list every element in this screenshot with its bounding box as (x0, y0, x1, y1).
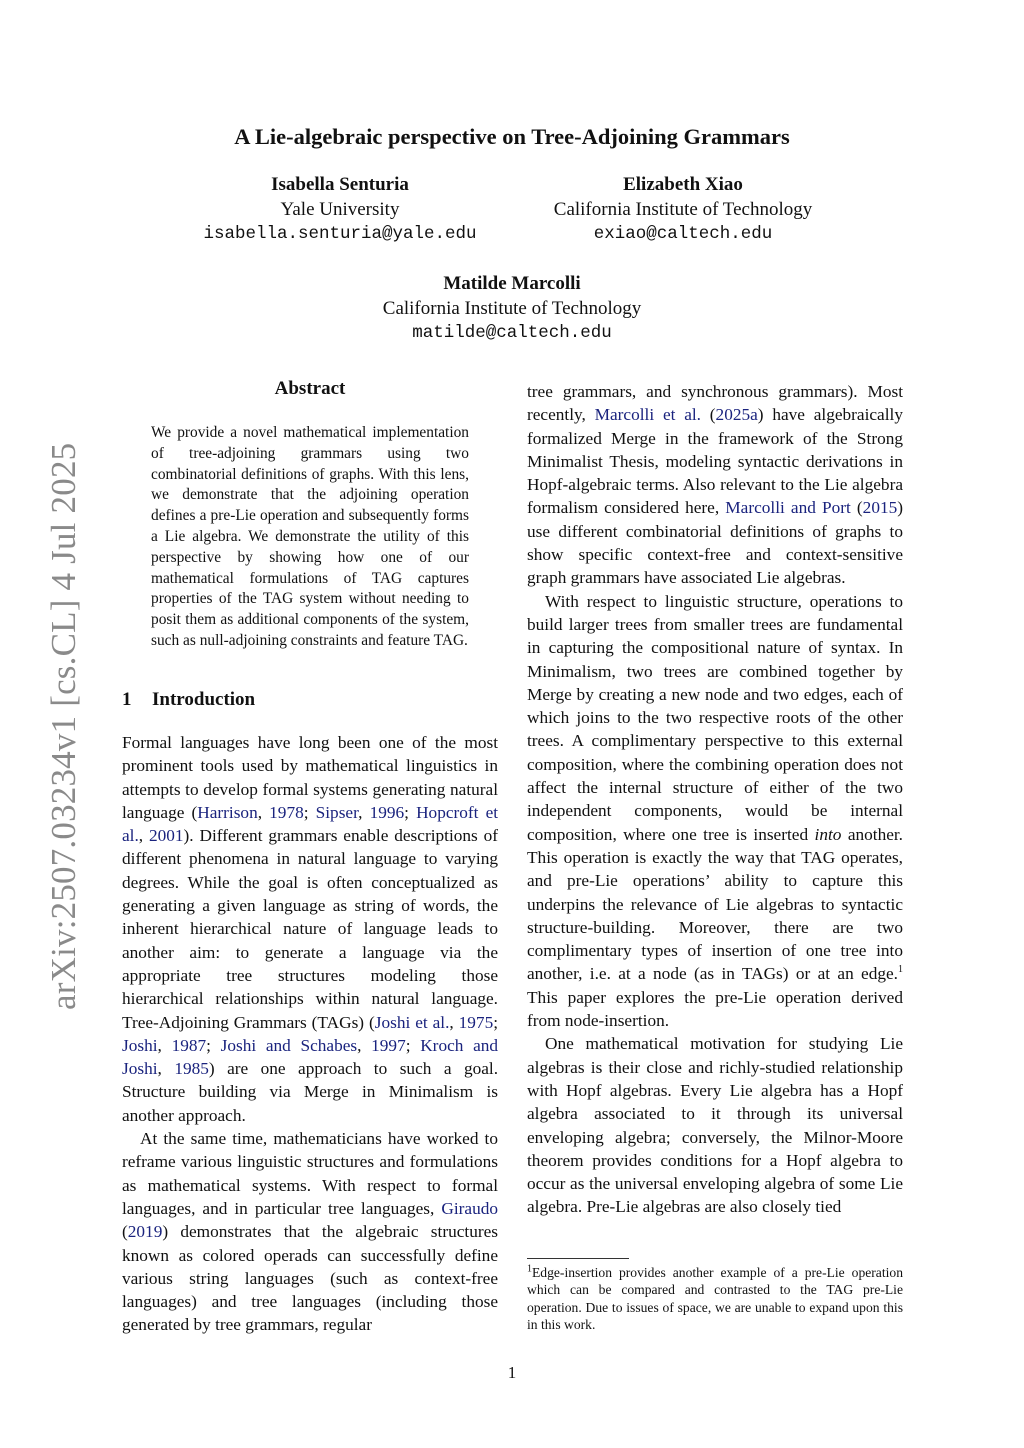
citation-link[interactable]: Giraudo (441, 1198, 498, 1218)
intro-paragraph-4: One mathematical motivation for studying Lie algebras is their close and richly-studied relationship with Hopf algebras. Every Lie algebra has a Hopf algebra associated to it through its universal enveloping algebra; conversely, the Milnor-Moore theorem provides conditions for a Hopf algebra to occur as the universal enveloping algebra of some Lie algebra. Pre-Lie algebras are also closely tied (527, 1034, 903, 1217)
citation-sep: ; (206, 1035, 221, 1055)
citation-link[interactable]: Kroch and Joshi (122, 1035, 499, 1079)
citation-sep: , (257, 802, 270, 822)
author-affiliation: Yale University (280, 198, 400, 220)
citation-sep: ; (405, 1035, 421, 1055)
intro-paragraph-1 (122, 731, 498, 1127)
citation-link[interactable]: Joshi et al. (374, 1012, 450, 1032)
author-affiliation: California Institute of Technology (553, 198, 813, 220)
author-name: Matilde Marcolli (443, 273, 581, 294)
author-block-senturia (190, 173, 490, 247)
citation-year-link[interactable]: 1978 (269, 802, 304, 822)
citation-sep: ; (303, 802, 316, 822)
citation-year-link[interactable]: 2019 (127, 1222, 163, 1242)
section-number: 1 (122, 689, 132, 710)
author-email[interactable]: matilde@caltech.edu (412, 323, 612, 343)
body-text: tree grammars, and synchronous grammars). Most recently, (527, 382, 903, 425)
footnote-number: 1 (527, 1263, 532, 1275)
author-email[interactable]: isabella.senturia@yale.edu (203, 224, 477, 244)
footnote (527, 1264, 903, 1334)
intro-paragraph-3 (527, 590, 903, 1033)
footnote-divider (527, 1258, 629, 1259)
author-name: Isabella Senturia (271, 174, 409, 195)
author-block-marcolli (330, 272, 694, 346)
body-text: With respect to linguistic structure, operations to build larger trees from smaller trees are fundamental in capturing the compositional nature of syntax. In Minimalism, two trees are combined together by Merge by creating a new node and two edges, each of which joins to the two respective roots of the other trees. A complimentary perspective to this external composition, where the combining operation does not affect the internal structure of either of the two independent components, would be internal composition, where one tree is inserted (527, 591, 903, 844)
citation-link[interactable]: Marcolli et al. (594, 405, 701, 425)
body-text: This paper explores the pre-Lie operation derived from node-insertion. (527, 987, 903, 1031)
citation-sep: ; (404, 802, 417, 822)
intro-paragraph-2-start (122, 1127, 498, 1337)
body-text: ) have algebraically formalized Merge in the framework of the Strong Minimalist Thesis, modeling syntactic derivations in Hopf-algebraic terms. Also relevant to the Lie algebra formalism considered here, (527, 405, 903, 518)
citation-sep: , (157, 1059, 175, 1079)
citation-link[interactable]: Sipser (315, 802, 359, 822)
citation-link[interactable]: Joshi (122, 1035, 158, 1055)
body-text: ) demonstrates that the algebraic structures known as colored operads can successfully define various string languages (such as context-free languages) and tree languages (including those generated by tree grammars, regular (122, 1222, 498, 1335)
citation-sep: , (357, 1035, 372, 1055)
citation-year-link[interactable]: 1975 (458, 1012, 494, 1032)
emphasis-text: into (814, 824, 842, 844)
paper-title: A Lie-algebraic perspective on Tree-Adjoining Grammars (234, 124, 790, 149)
citation-year-link[interactable]: 1996 (369, 802, 405, 822)
author-email[interactable]: exiao@caltech.edu (593, 224, 773, 244)
citation-year-link[interactable]: 1997 (371, 1035, 406, 1055)
section-heading-introduction (122, 689, 255, 711)
section-title: Introduction (152, 689, 256, 710)
body-text: ). Different grammars enable descriptions of different phenomena in natural language to varying degrees. While the goal is often conceptualized as generating a given language as string of words, the inherent hierarchical nature of language leads to another aim: to generate a language via the appropriate tree structures modeling those hierarchical relationships within natural language. Tree-Adjoining Grammars (TAGs) ( (122, 826, 499, 1032)
citation-year-link[interactable]: 2001 (148, 826, 184, 846)
body-text: another. This operation is exactly the way that TAG operates, and pre-Lie operations’ ability to capture this underpins the relevance of Lie algebras to syntactic structure-building. Moreover, there are two complimentary types of insertion of one tree into another, i.e. at a node (as in TAGs) or at an edge. (527, 824, 903, 984)
footnote-marker[interactable]: 1 (898, 964, 903, 976)
citation-link[interactable]: Harrison (197, 802, 258, 822)
citation-sep: , (157, 1035, 172, 1055)
arxiv-identifier-stamp: arXiv:2507.03234v1 [cs.CL] 4 Jul 2025 (44, 442, 83, 1010)
citation-year-link[interactable]: 2015 (862, 498, 898, 518)
right-column-body (527, 380, 903, 1219)
citation-year-link[interactable]: 1985 (174, 1059, 209, 1079)
abstract-heading: Abstract (274, 378, 346, 399)
body-text: ) are one approach to such a goal. Structure building via Merge in Minimalism is another approach. (122, 1059, 499, 1125)
citation-sep: ( (850, 498, 863, 518)
body-text: ) use different combinatorial definitions of graphs to show specific context-free and context-sensitive graph grammars have associated Lie algebras. (527, 498, 903, 588)
abstract-body: We provide a novel mathematical implementation of tree-adjoining grammars using two combinatorial definitions of graphs. With this lens, we demonstrate that the adjoining operation defines a pre-Lie operation and subsequently forms a Lie algebra. We demonstrate the utility of this perspective by showing how one of our mathematical formulations of TAG captures properties of the TAG system without needing to posit them as additional components of the system, such as null-adjoining constraints and feature TAG. (151, 424, 469, 649)
citation-sep: , (138, 826, 149, 846)
body-text: Formal languages have long been one of the most prominent tools used by mathematical linguistics in attempts to develop formal systems generating natural language ( (122, 733, 498, 822)
left-column-body (122, 731, 498, 1337)
footnote-text: Edge-insertion provides another example of a pre-Lie operation which can be compared and contrasted to the TAG pre-Lie operation. Due to issues of space, we are unable to expand upon this in this work. (527, 1265, 903, 1333)
citation-sep: ; (493, 1012, 499, 1032)
citation-link[interactable]: Joshi and Schabes (220, 1035, 358, 1055)
author-affiliation: California Institute of Technology (382, 297, 642, 319)
citation-sep: , (358, 802, 370, 822)
body-text: At the same time, mathematicians have worked to reframe various linguistic structures and formulations as mathematical systems. With respect to formal languages, and in particular tree languages, (122, 1129, 498, 1218)
citation-sep: , (449, 1012, 459, 1032)
author-block-xiao (520, 173, 846, 247)
citation-year-link[interactable]: 2025a (715, 405, 758, 425)
citation-sep: ( (122, 1222, 128, 1242)
page-number: 1 (507, 1363, 517, 1382)
author-name: Elizabeth Xiao (623, 174, 743, 195)
citation-sep: ( (701, 405, 716, 425)
citation-year-link[interactable]: 1987 (171, 1035, 207, 1055)
citation-link[interactable]: Hopcroft et al. (122, 802, 499, 846)
citation-link[interactable]: Marcolli and Port (725, 498, 851, 518)
intro-paragraph-2-continued (527, 380, 903, 590)
